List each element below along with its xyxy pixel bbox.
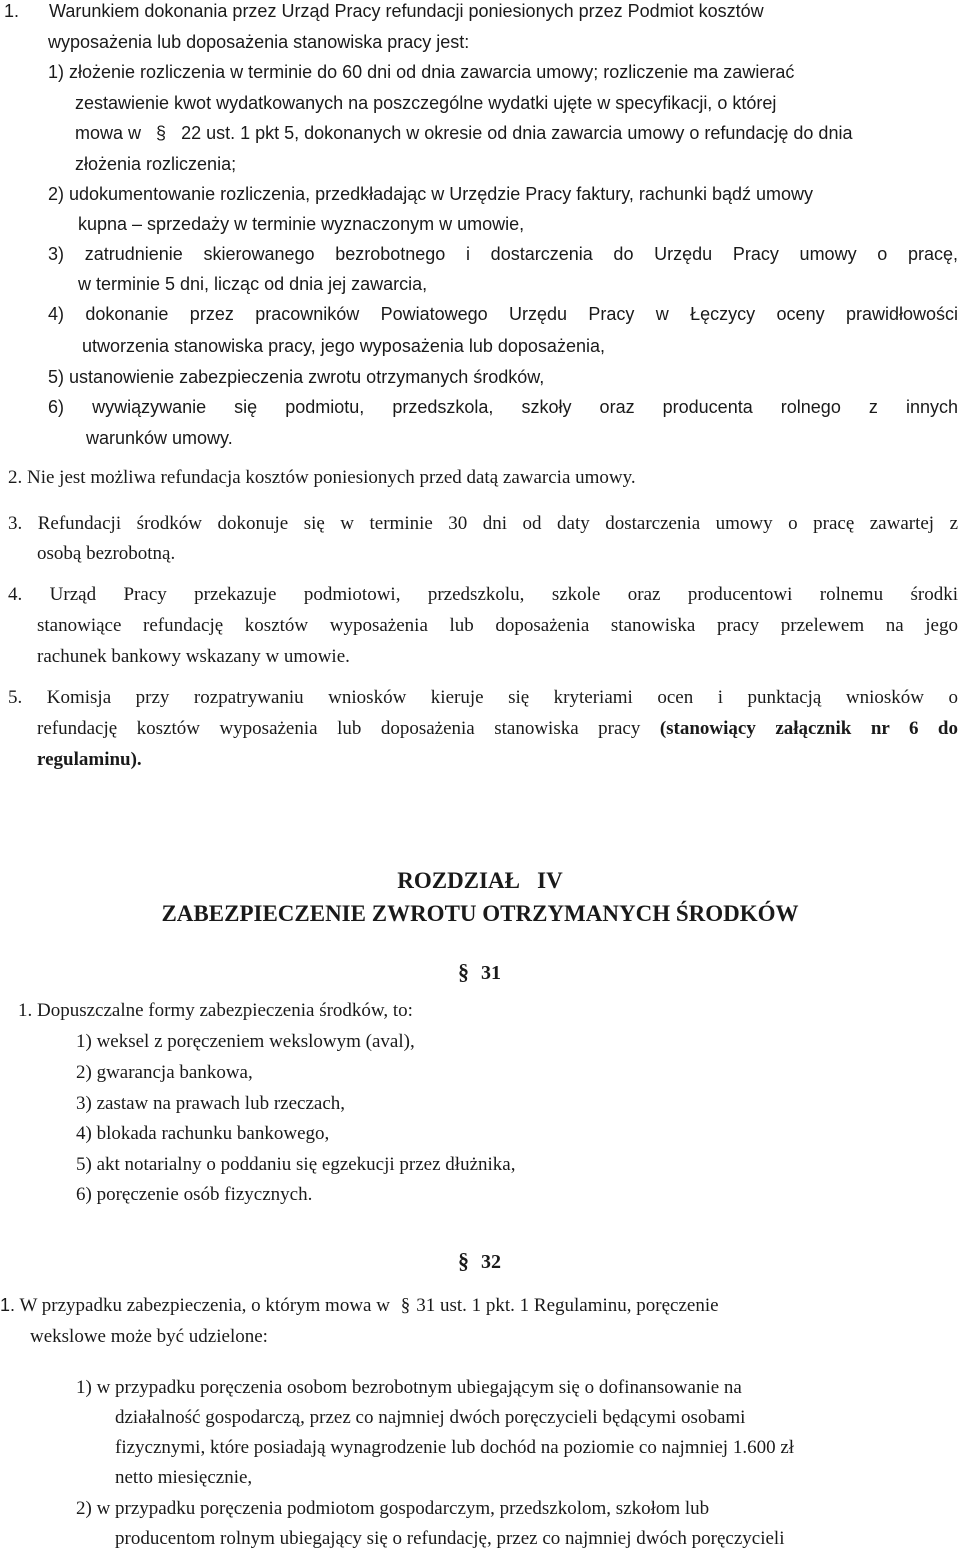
item-1-line-3-post: 22 ust. 1 pkt 5, dokonanych w okresie od dnia zawarcia umowy o refundację do dnia [181, 123, 853, 143]
item-4-line-2: utworzenia stanowiska pracy, jego wyposażenia lub doposażenia, [82, 336, 605, 356]
item-1-line-1: 1) złożenie rozliczenia w terminie do 60 dni od dnia zawarcia umowy; rozliczenie ma zawierać [48, 62, 795, 82]
section-31-intro: 1. Dopuszczalne formy zabezpieczenia środków, to: [18, 1000, 413, 1021]
item-6-line-2: warunków umowy. [86, 428, 233, 448]
paragraph-4-line-3: rachunek bankowy wskazany w umowie. [37, 646, 350, 667]
paragraph-3-line-1: 3. Refundacji środków dokonuje się w terminie 30 dni od daty dostarczenia umowy o pracę zawartej z [8, 513, 958, 534]
section-32-intro-number: 1. [0, 1295, 16, 1315]
section-31-item-1: 1) weksel z poręczeniem wekslowym (aval), [76, 1031, 415, 1052]
paragraph-1-number: 1. [4, 1, 20, 21]
paragraph-5-line-2-text: refundację kosztów wyposażenia lub doposażenia stanowiska pracy [37, 718, 641, 739]
section-31-item-3: 3) zastaw na prawach lub rzeczach, [76, 1093, 346, 1114]
item-4-line-1: 4) dokonanie przez pracowników Powiatowego Urzędu Pracy w Łęczycy oceny prawidłowości [48, 304, 958, 324]
section-32-item-2-line-1: 2) w przypadku poręczenia podmiotom gospodarczym, przedszkolom, szkołom lub [76, 1498, 710, 1519]
paragraph-5-line-1: 5. Komisja przy rozpatrywaniu wniosków kieruje się kryteriami ocen i punktacją wniosków o [8, 687, 958, 708]
item-1-line-2: zestawienie kwot wydatkowanych na poszczególne wydatki ujęte w specyfikacji, o której [75, 93, 777, 113]
paragraph-5-line-3: regulaminu). [37, 749, 142, 770]
paragraph-1-line-2: wyposażenia lub doposażenia stanowiska pracy jest: [48, 32, 470, 52]
section-sign: § [458, 959, 469, 984]
item-2-line-2: kupna – sprzedaży w terminie wyznaczonym w umowie, [78, 214, 525, 234]
section-32-item-1-line-1: 1) w przypadku poręczenia osobom bezrobotnym ubiegającym się o dofinansowanie na [76, 1377, 742, 1398]
item-5: 5) ustanowienie zabezpieczenia zwrotu otrzymanych środków, [48, 367, 545, 387]
item-3-line-2: w terminie 5 dni, licząc od dnia jej zawarcia, [78, 274, 428, 294]
paragraph-5-line-2 [37, 719, 958, 738]
chapter-subtitle: ZABEZPIECZENIE ZWROTU OTRZYMANYCH ŚRODKÓW [161, 901, 799, 926]
item-1-line-3-pre: mowa w [75, 123, 142, 143]
section-sign: § [458, 1248, 469, 1273]
section-31-item-5: 5) akt notarialny o poddaniu się egzekucji przez dłużnika, [76, 1154, 516, 1175]
section-32-intro-pre: W przypadku zabezpieczenia, o którym mowa w [19, 1295, 390, 1316]
paragraph-4-line-1: 4. Urząd Pracy przekazuje podmiotowi, przedszkolu, szkole oraz producentowi rolnemu środki [8, 584, 958, 605]
section-32-item-1-line-2: działalność gospodarczą, przez co najmniej dwóch poręczycieli będącymi osobami [115, 1407, 746, 1428]
paragraph-4-line-2: stanowiące refundację kosztów wyposażenia lub doposażenia stanowiska pracy przelewem na jego [37, 615, 958, 636]
paragraph-1-text-1: Warunkiem dokonania przez Urząd Pracy refundacji poniesionych przez Podmiot kosztów [49, 1, 764, 21]
section-32-item-1-line-4: netto miesięcznie, [115, 1467, 253, 1488]
item-1-line-3 [75, 124, 852, 142]
section-32-item-2-line-2: producentom rolnym ubiegający się o refundację, przez co najmniej dwóch poręczycieli [115, 1528, 785, 1549]
chapter-title: ROZDZIAŁ IV [397, 868, 563, 893]
section-sign: § [156, 123, 167, 143]
section-32-intro-line-2: wekslowe może być udzielone: [30, 1326, 268, 1347]
section-32-heading [458, 1250, 501, 1272]
section-32-intro-post: 31 ust. 1 pkt. 1 Regulaminu, poręczenie [416, 1295, 719, 1316]
item-2-line-1: 2) udokumentowanie rozliczenia, przedkładając w Urzędzie Pracy faktury, rachunki bądź umowy [48, 184, 814, 204]
section-32-item-1-line-3: fizycznymi, które posiadają wynagrodzenie lub dochód na poziomie co najmniej 1.600 zł [115, 1437, 795, 1458]
item-6-line-1: 6) wywiązywanie się podmiotu, przedszkola, szkoły oraz producenta rolnego z innych [48, 397, 958, 417]
section-31-item-4: 4) blokada rachunku bankowego, [76, 1123, 330, 1144]
paragraph-1-line-1 [4, 2, 954, 20]
section-32-number: 32 [481, 1251, 501, 1273]
section-31-item-2: 2) gwarancja bankowa, [76, 1062, 253, 1083]
section-31-item-6: 6) poręczenie osób fizycznych. [76, 1184, 313, 1205]
item-3-line-1: 3) zatrudnienie skierowanego bezrobotnego i dostarczenia do Urzędu Pracy umowy o pracę, [48, 244, 958, 264]
paragraph-3-line-2: osobą bezrobotną. [37, 543, 176, 564]
annex-reference: (stanowiący załącznik nr 6 do [659, 718, 959, 739]
section-32-intro-line-1 [0, 1296, 719, 1315]
section-31-number: 31 [481, 962, 501, 984]
paragraph-2: 2. Nie jest możliwa refundacja kosztów poniesionych przed datą zawarcia umowy. [8, 467, 636, 488]
section-31-heading [458, 961, 501, 983]
section-sign: § [400, 1295, 411, 1316]
item-1-line-4: złożenia rozliczenia; [75, 154, 237, 174]
